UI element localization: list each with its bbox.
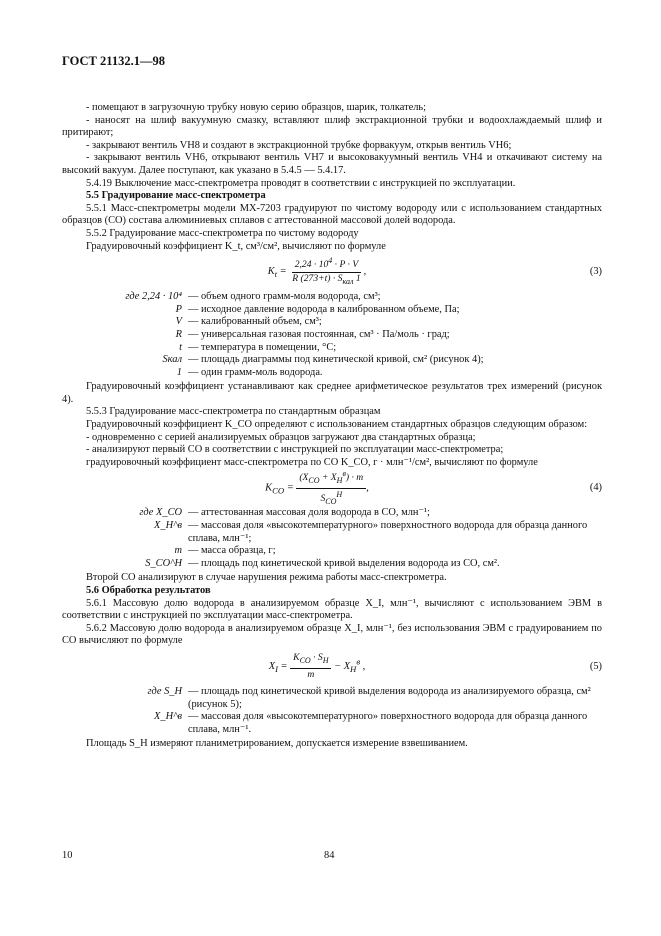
page-number-center: 84 xyxy=(324,850,335,861)
definition-row: t — температура в помещении, °С; xyxy=(179,341,337,353)
definition-row: Sкал — площадь диаграммы под кинетической кривой, см² (рисунок 4); xyxy=(162,354,484,366)
formula-number: (3) xyxy=(589,265,602,277)
paragraph: Площадь S_Н измеряют планиметрированием, допускается измерение взвешиванием. xyxy=(86,738,468,750)
definition-row: где X_СО — аттестованная массовая доля водорода в СО, млн⁻¹; xyxy=(139,507,430,519)
definition-row: где 2,24 · 10⁴ — объем одного грамм-моля водорода, см³; xyxy=(125,291,381,303)
section-heading: 5.5 Градуирование масс-спектрометра xyxy=(86,190,266,202)
paragraph: 5.5.1 Масс-спектрометры модели МХ-7203 градуируют по чистому водороду или с использованием стандартных образцов (СО) состава алюминиевых сплавов с аттестованной массовой долей водорода. xyxy=(62,202,602,227)
paragraph: 5.5.2 Градуирование масс-спектрометра по чистому водороду xyxy=(86,227,359,239)
paragraph: 5.6.1 Массовую долю водорода в анализируемом образце X_I, млн⁻¹, вычисляют с использованием ЭВМ в соответствии с инструкцией по эксплуатации масс-спектрометра. xyxy=(62,597,602,622)
paragraph: - анализируют первый СО в соответствии с инструкцией по эксплуатации масс-спектрометра; xyxy=(86,444,504,456)
paragraph: Второй СО анализируют в случае нарушения режима работы масс-спектрометра. xyxy=(86,572,447,584)
intro-line: - наносят на шлиф вакуумную смазку, вставляют шлиф экстракционной трубки и водоохлаждаемый шлиф и притирают; xyxy=(62,114,602,139)
page-number-left: 10 xyxy=(62,850,73,861)
definition-row: где S_Н — площадь под кинетической кривой выделения водорода из анализируемого образца, см² (рисунок 5); xyxy=(147,685,591,710)
intro-line: - закрывают вентиль VH8 и создают в экстракционной трубке форвакуум, открыв вентиль VH6; xyxy=(86,139,512,151)
definition-row: R — универсальная газовая постоянная, см³ · Па/моль · град; xyxy=(175,328,450,340)
paragraph: 5.5.3 Градуирование масс-спектрометра по стандартным образцам xyxy=(86,406,381,418)
formula-expression: $K_{СО}$ = $\frac{(X_{СО} + X_Н^в) \cdot m}{S_{СО}^Н}$ , xyxy=(265,469,369,507)
formula-3 xyxy=(62,257,602,287)
document-body xyxy=(62,102,602,751)
definition-row: V — калиброванный объем, см³; xyxy=(175,316,322,328)
paragraph: градуировочный коэффициент масс-спектрометра по СО K_СО, г · млн⁻¹/см², вычисляют по формуле xyxy=(86,456,538,468)
definitions-5 xyxy=(62,686,602,736)
formula-number: (5) xyxy=(589,660,602,672)
definitions-4 xyxy=(62,507,602,570)
intro-line: - закрывают вентиль VH6, открывают вентиль VH7 и высоковакуумный вентиль VH4 и откачивают систему на высокий вакуум. Далее поступают, как указано в 5.4.5 — 5.4.17. xyxy=(62,152,602,176)
definition-row: P — исходное давление водорода в калиброванном объеме, Па; xyxy=(175,303,460,315)
definition-row: X_Н^в — массовая доля «высокотемпературного» поверхностного водорода для образца данного сплава, млн⁻¹; xyxy=(154,520,588,544)
page-header: ГОСТ 21132.1—98 xyxy=(62,54,165,68)
section-heading: 5.6 Обработка результатов xyxy=(86,585,211,596)
definition-row: 1 — один грамм-моль водорода. xyxy=(176,366,323,378)
paragraph: Градуировочный коэффициент K_СО определяют с использованием стандартных образцов следующим образом: xyxy=(86,419,588,431)
definition-row: m — масса образца, г; xyxy=(174,545,276,557)
formula-number: (4) xyxy=(589,482,602,494)
paragraph: 5.6.2 Массовую долю водорода в анализируемом образце X_I, млн⁻¹, без использования ЭВМ с градуированием по СО вычисляют по формуле xyxy=(62,622,602,647)
intro-line: 5.4.19 Выключение масс-спектрометра проводят в соответствии с инструкцией по эксплуатации. xyxy=(86,177,516,189)
paragraph: Градуировочный коэффициент устанавливают как среднее арифметическое результатов трех измерений (рисунок 4). xyxy=(62,381,602,405)
formula-expression: $K_t$ = $\frac{2,24 \cdot 10^4 \cdot P \cdot V}{R (273+t) \cdot S_{кал} 1}$ , xyxy=(267,256,367,287)
definition-row: S_СО^Н — площадь под кинетической кривой выделения водорода из СО, см². xyxy=(145,557,500,569)
definition-row: X_Н^в — массовая доля «высокотемпературного» поверхностного водорода для образца данного сплава, млн⁻¹. xyxy=(154,711,588,735)
paragraph: Градуировочный коэффициент K_t, см³/см², вычисляют по формуле xyxy=(86,240,386,252)
definitions-3 xyxy=(62,291,602,379)
formula-4 xyxy=(62,469,602,507)
intro-line: - помещают в загрузочную трубку новую серию образцов, шарик, толкатель; xyxy=(86,102,427,113)
formula-expression: $X_I$ = $\frac{K_{СО} \cdot S_Н}{m}$ − $X_Н^в$ , xyxy=(268,652,366,680)
formula-5 xyxy=(62,652,602,682)
paragraph: - одновременно с серией анализируемых образцов загружают два стандартных образца; xyxy=(86,431,476,443)
